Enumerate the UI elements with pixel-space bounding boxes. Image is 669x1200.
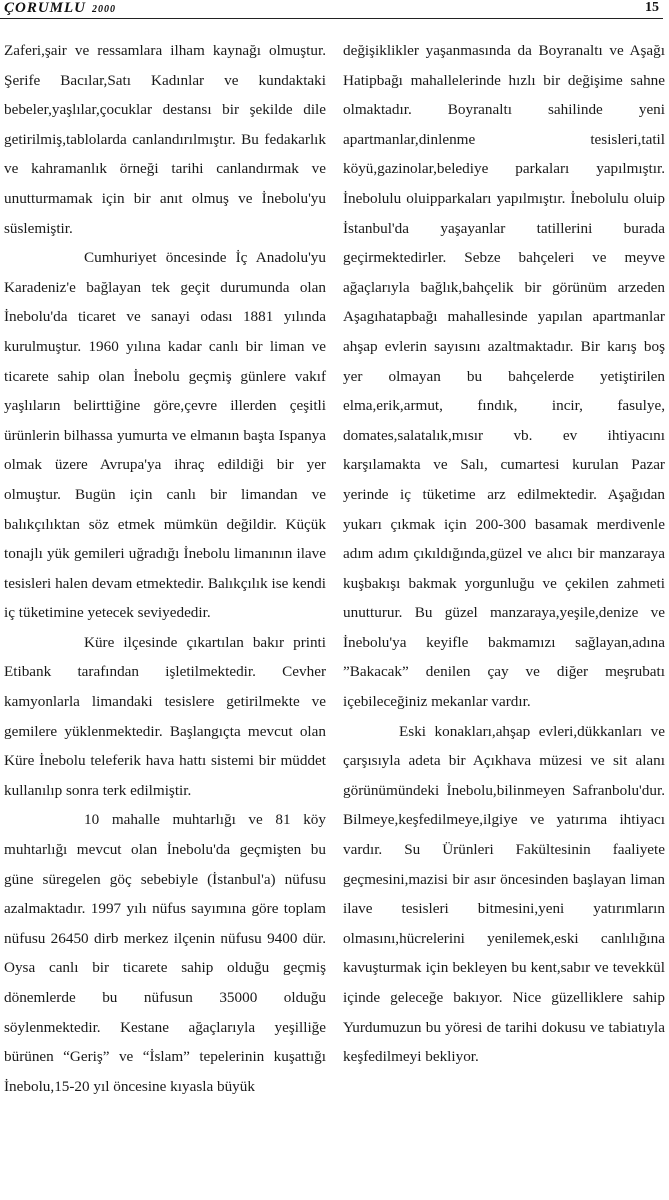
page-header — [0, 0, 669, 22]
left-column — [4, 36, 326, 1101]
magazine-title-text: ÇORUMLU — [4, 0, 87, 16]
paragraph: değişiklikler yaşanmasında da Boyranaltı ve Aşağı Hatipbağı mahallelerinde hızlı bir değişime sahne olmaktadır. Boyranaltı sahilinde yeni apartmanlar,dinlenme tesisleri,tatil köyü,gazinolar,belediye parkaları yapılmıştır. İnebolulu oluipparkaları yapılmıştır. İnebolulu oluip İstanbul'da yaşayanlar tatillerini burada geçirmektedirler. Sebze bahçeleri ve meyve ağaçlarıyla bağlık,bahçelik bir görünüm arzeden Aşagıhatapbağı mahallesinde yapılan apartmanlar ahşap evlerin sayısını azaltmaktadır. Bir karış boş yer olmayan bu bahçelerde yetiştirilen elma,erik,armut, fındık, incir, fasulye, domates,salatalık,mısır vb. ev ihtiyacını karşılamakta ve Salı, cumartesi kurulan Pazar yerinde iç tüketime arz edilmektedir. Aşağıdan yukarı çıkmak için 200-300 basamak merdivenle adım adım çıkıldığında,güzel ve alıcı bir manzaraya kuşbakışı bakmak yorgunluğu ve çekilen zahmeti unutturur. Bu güzel manzaraya,yeşile,denize ve İnebolu'ya keyifle bakmamızı sağlayan,adına ”Bakacak” denilen çay ve diğer meşrubatı içebileceğiniz mekanlar vardır. — [343, 42, 665, 711]
paragraph: Zaferi,şair ve ressamlara ilham kaynağı olmuştur. Şerife Bacılar,Satı Kadınlar ve kundaktaki bebeler,yaşlılar,çocuklar destansı bir şekilde dile getirilmiş,tablolarda canlandırılmıştır. Bu fedakarlık ve kahramanlık örneği tarihi canlandırmak ve unutturmamak için bir anıt olmuş ve İnebolu'yu süslemiştir. — [4, 42, 326, 237]
paragraph: 10 mahalle muhtarlığı ve 81 köy muhtarlığı mevcut olan İnebolu'da geçmişten bu güne süregelen göç sebebiyle (İstanbul'a) nüfusu azalmaktadır. 1997 yılı nüfus sayımına göre toplam nüfusu 26450 dirb merkez ilçenin nüfusu 9400 dür. Oysa canlı bir ticarete sahip olduğu geçmiş dönemlerde bu nüfusun 35000 olduğu söylenmektedir. Kestane ağaçlarıyla yeşilliğe bürünen “Geriş” ve “İslam” tepelerinin kuşattığı İnebolu,15-20 yıl öncesine kıyasla büyük — [4, 811, 326, 1095]
paragraph: Küre ilçesinde çıkartılan bakır printi Etibank tarafından işletilmektedir. Cevher kamyonlarla limandaki tesislere getirilmekte ve gemilere yüklenmektedir. Başlangıçta mevcut olan Küre İnebolu teleferik hava hattı sistemi bir müddet kullanılıp sonra terk edilmiştir. — [4, 633, 326, 799]
paragraph: Eski konakları,ahşap evleri,dükkanları ve çarşısıyla adeta bir Açıkhava müzesi ve sit alanı görünümündeki İnebolu,bilinmeyen Safranbolu'dur. Bilmeye,keşfedilmeye,ilgiye ve yatırıma ihtiyacı vardır. Su Ürünleri Fakültesinin faaliyete geçmesini,mazisi bir asır öncesinden başlayan liman ilave tesisleri bitmesini,yeni yatırımların olmasını,hücrelerini yenilemek,eski canlılığına kavuşturmak için bekleyen bu kent,sabır ve tevekkül içinde geleceğe bakıyor. Nice güzelliklere sahip Yurdumuzun bu yöresi de tarihi dokusu ve tabiatıyla keşfedilmeyi bekliyor. — [343, 722, 665, 1066]
paragraph: Cumhuriyet öncesinde İç Anadolu'yu Karadeniz'e bağlayan tek geçit durumunda olan İnebolu'da ticaret ve sanayi odası 1881 yılında kurulmuştur. 1960 yılına kadar canlı bir liman ve ticarete sahip olan İnebolu geçmiş günlere vakıf yaşlıların belirttiğine göre,çevre illerden çeşitli ürünlerin bilhassa yumurta ve elmanın başta Ispanya olmak üzere Avrupa'ya ihraç edildiği bir yer olmuştur. Bugün için canlı bir limandan ve balıkçılıktan söz etmek mümkün değildir. Küçük tonajlı yük gemileri uğradığı İnebolu limanının ilave tesisleri halen devam etmektedir. Balıkçılık ise kendi iç tüketimine yetecek seviyededir. — [4, 249, 326, 622]
magazine-title — [4, 0, 116, 17]
magazine-year: 2000 — [92, 4, 117, 15]
right-column — [343, 36, 665, 1072]
page-number: 15 — [645, 0, 659, 15]
header-rule — [0, 18, 663, 19]
article-body — [4, 36, 665, 1196]
